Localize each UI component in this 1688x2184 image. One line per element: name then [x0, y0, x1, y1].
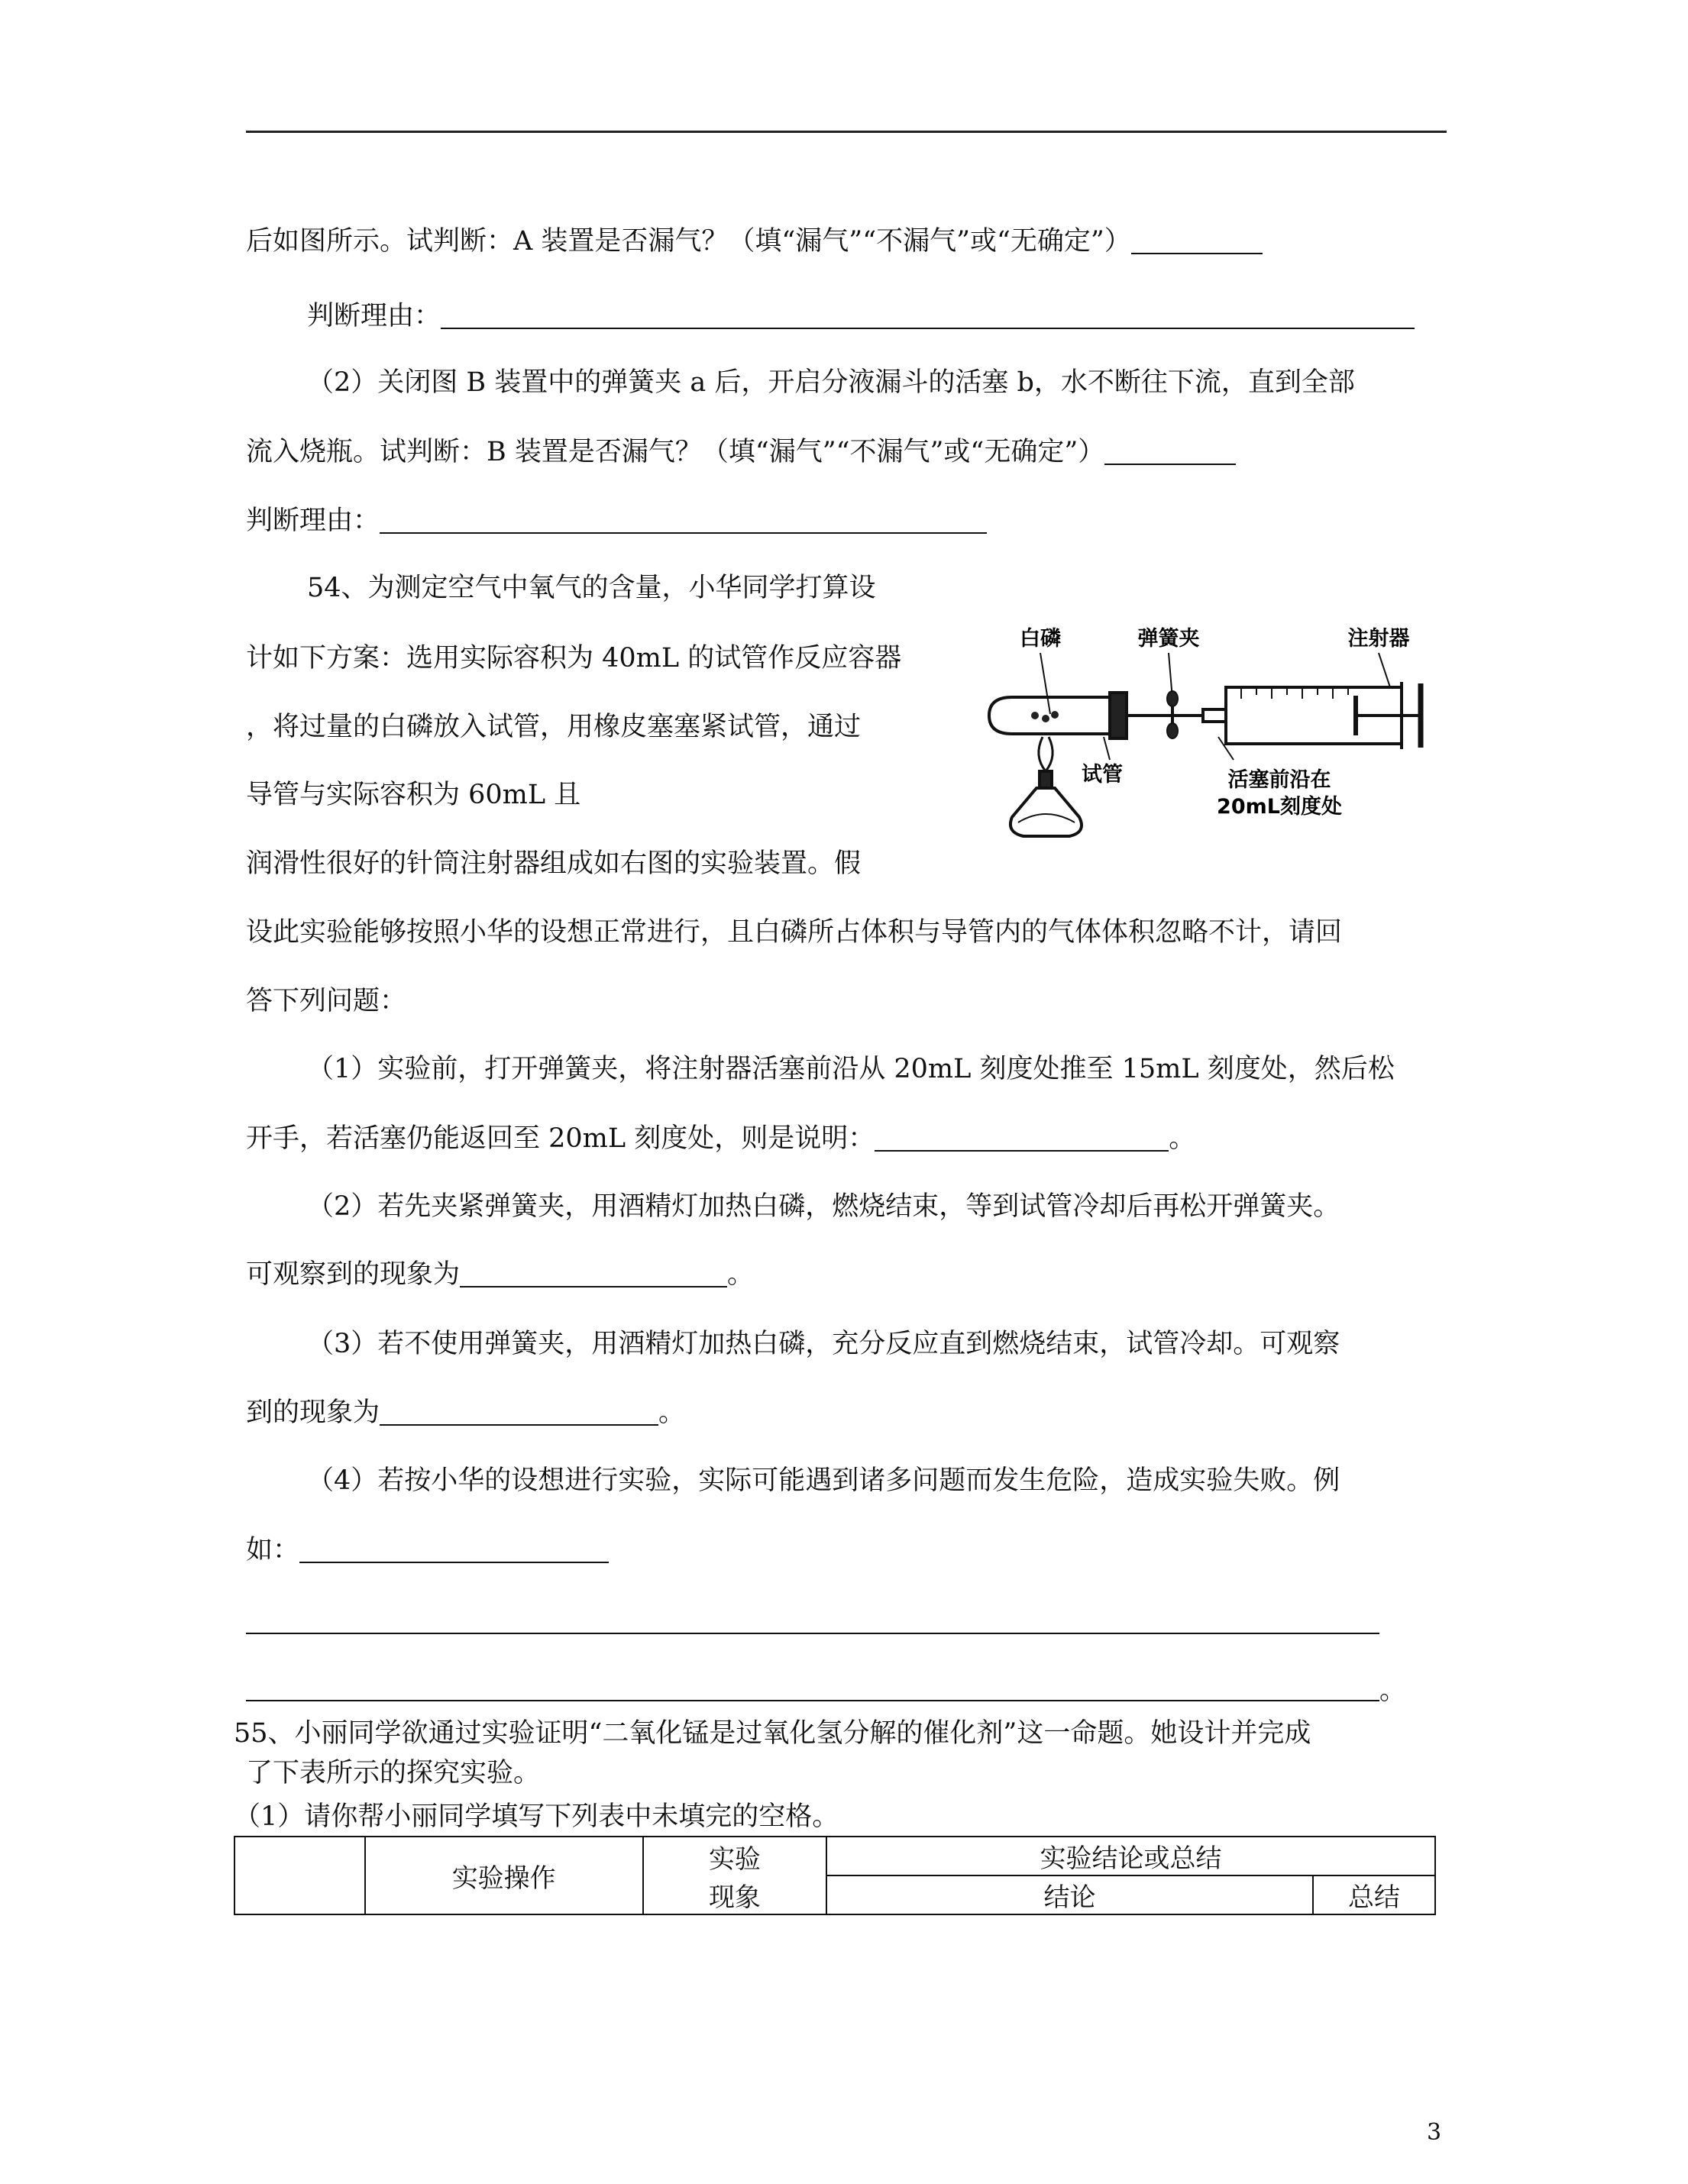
answer-blank-1[interactable]	[875, 1123, 1169, 1152]
answer-blank-a[interactable]	[1131, 225, 1263, 254]
q54-part1-line1: （1）实验前，打开弹簧夹，将注射器活塞前沿从 20mL 刻度处推至 15mL 刻度处，然后松	[307, 1054, 1395, 1084]
q54-part2-line1: （2）若先夹紧弹簧夹，用酒精灯加热白磷，燃烧结束，等到试管冷却后再松开弹簧夹。	[307, 1191, 1340, 1222]
q54-part3-line2: 到的现象为 。	[246, 1397, 686, 1428]
q54-part2-line2: 可观察到的现象为 。	[246, 1259, 755, 1290]
q54-intro-4: 导管与实际容积为 60mL 且	[246, 780, 581, 810]
q53-part2-line1: （2）关闭图 B 装置中的弹簧夹 a 后，开启分液漏斗的活塞 b，水不断往下流，直到全部	[307, 367, 1355, 398]
header-conclusion: 结论	[826, 1875, 1313, 1914]
q54-intro-6: 设此实验能够按照小华的设想正常进行，且白磷所占体积与导管内的气体体积忽略不计，请回	[246, 917, 1343, 948]
q55-part1: （1）请你帮小丽同学填写下列表中未填完的空格。	[234, 1801, 839, 1832]
q54-end-period: 。	[1379, 1675, 1407, 1706]
answer-blank-4[interactable]	[299, 1534, 609, 1563]
q54-intro-5: 润滑性很好的针筒注射器组成如右图的实验装置。假	[246, 848, 862, 879]
q54-intro-3: ，将过量的白磷放入试管，用橡皮塞塞紧试管，通过	[246, 712, 862, 742]
answer-blank-3[interactable]	[380, 1397, 658, 1426]
header-rule	[246, 131, 1447, 133]
q54-intro-1: 54、为测定空气中氧气的含量，小华同学打算设	[307, 573, 876, 603]
table-corner-cell	[234, 1837, 365, 1914]
answer-line-4b[interactable]	[246, 1633, 1379, 1634]
syringe-icon	[1203, 682, 1421, 749]
q54-part1-line2: 开手，若活塞仍能返回至 20mL 刻度处，则是说明： 。	[246, 1123, 1196, 1154]
q53-reason-2: 判断理由：	[246, 502, 987, 539]
header-operation: 实验操作	[365, 1837, 643, 1914]
label-piston-1: 活塞前沿在	[1227, 768, 1331, 792]
header-phenomenon-2: 现象	[643, 1875, 826, 1914]
q54-part4-line1: （4）若按小华的设想进行实验，实际可能遇到诸多问题而发生危险，造成实验失败。例	[307, 1465, 1340, 1496]
reason-blank-a[interactable]	[441, 300, 1415, 329]
q53-line1: 后如图所示。试判断：A 装置是否漏气？（填“漏气”“不漏气”或“无确定”）	[246, 223, 1263, 260]
header-conclusion-group: 实验结论或总结	[826, 1837, 1435, 1875]
label-test-tube: 试管	[1082, 763, 1123, 787]
header-summary: 总结	[1313, 1875, 1435, 1914]
reason-blank-b[interactable]	[380, 505, 987, 534]
q54-intro-2: 计如下方案：选用实际容积为 40mL 的试管作反应容器	[246, 643, 902, 674]
answer-blank-2[interactable]	[460, 1258, 727, 1287]
label-spring-clamp: 弹簧夹	[1137, 627, 1200, 651]
q54-intro-7: 答下列问题：	[246, 986, 407, 1016]
header-phenomenon-1: 实验	[643, 1837, 826, 1875]
q54-part3-line1: （3）若不使用弹簧夹，用酒精灯加热白磷，充分反应直到燃烧结束，试管冷却。可观察	[307, 1329, 1340, 1359]
q55-intro-1: 55、小丽同学欲通过实验证明“二氧化锰是过氧化氢分解的催化剂”这一命题。她设计并完成	[234, 1718, 1311, 1749]
label-white-phosphorus: 白磷	[1020, 627, 1061, 651]
experiment-table	[234, 1836, 1436, 1915]
answer-line-4c[interactable]	[246, 1700, 1379, 1701]
q54-part4-line2: 如：	[246, 1532, 609, 1569]
q53-part2-line2: 流入烧瓶。试判断：B 装置是否漏气？（填“漏气”“不漏气”或“无确定”）	[246, 434, 1236, 470]
label-syringe: 注射器	[1347, 627, 1410, 651]
alcohol-lamp-icon	[1011, 737, 1082, 836]
apparatus-figure	[981, 622, 1426, 851]
page-number: 3	[1427, 2119, 1442, 2146]
label-piston-2: 20mL刻度处	[1217, 795, 1342, 819]
white-phosphorus-icon	[1031, 711, 1059, 722]
q55-intro-2: 了下表所示的探究实验。	[246, 1758, 541, 1788]
q53-reason-1: 判断理由：	[307, 298, 1415, 334]
answer-blank-b[interactable]	[1104, 436, 1236, 465]
